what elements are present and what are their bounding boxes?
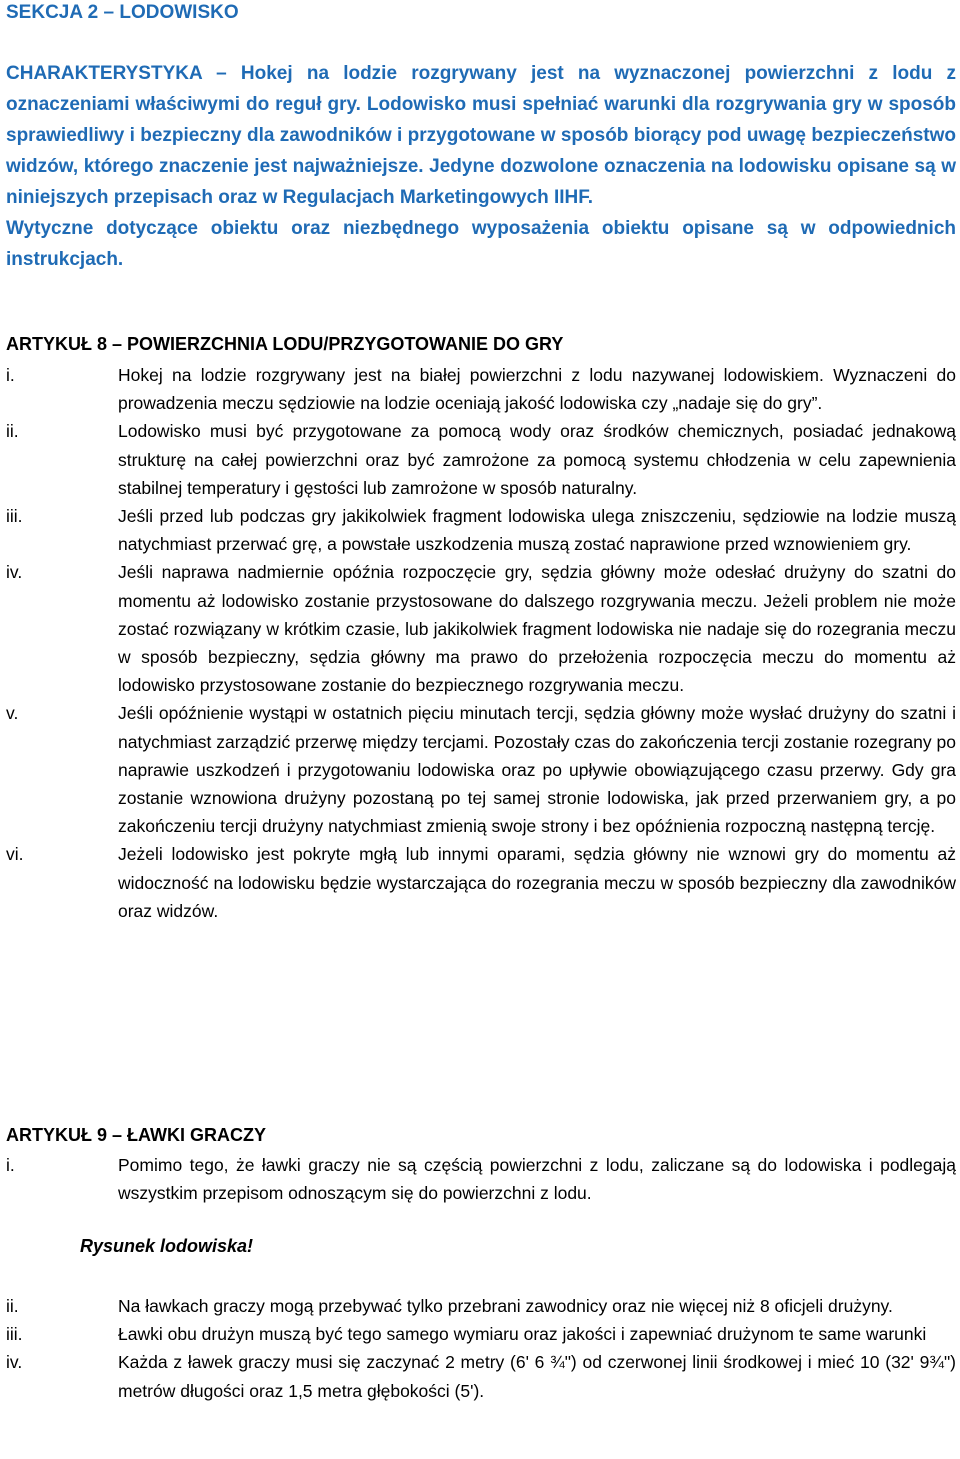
item-number: ii. [6,1296,19,1316]
intro-paragraph: Wytyczne dotyczące obiektu oraz niezbędnego wyposażenia obiektu opisane są w odpowiednich instrukcjach. [6,218,956,270]
list-item [6,1151,956,1207]
item-text: Jeżeli lodowisko jest pokryte mgłą lub innymi oparami, sędzia główny nie wznowi gry do momentu aż widoczność na lodowisku będzie wystarczająca do rozegrania meczu w sposób bezpieczny dla zawodników oraz widzów. [118,844,956,921]
item-number: i. [6,1155,15,1175]
item-number: vi. [6,844,24,865]
item-text: Hokej na lodzie rozgrywany jest na białej powierzchni z lodu nazywanej lodowiskiem. Wyznaczeni do prowadzenia meczu sędziowie na lodzie oceniają jakość lodowiska czy „nadaje się do gry”. [118,365,956,414]
item-text: Ławki obu drużyn muszą być tego samego wymiaru oraz jakości i zapewniać drużynom te same warunki [118,1324,927,1345]
list-item [6,840,956,925]
list-item [6,417,956,502]
item-text: Jeśli przed lub podczas gry jakikolwiek fragment lodowiska ulega zniszczeniu, sędziowie na lodzie muszą natychmiast przerwać grę, a powstałe uszkodzenia muszą zostać naprawione przed wznowieniem gry. [118,506,956,555]
figure-caption: Rysunek lodowiska! [80,1236,254,1256]
item-number: v. [6,703,19,724]
list-item [6,558,956,699]
item-text: Lodowisko musi być przygotowane za pomocą wody oraz środków chemicznych, posiadać jednakową strukturę na całej powierzchni oraz być zamrożone za pomocą systemu chłodzenia w celu zapewnienia stabilnej temperatury i gęstości lub zamrożone w sposób naturalny. [118,421,956,498]
list-item [6,361,956,417]
item-number: iii. [6,1324,23,1345]
item-text: Jeśli naprawa nadmiernie opóźnia rozpoczęcie gry, sędzia główny może odesłać drużyny do szatni do momentu aż lodowisko zostanie przystosowane do dalszego rozgrywania meczu. Jeżeli problem nie może zostać rozwiązany w krótkim czasie, lub jakikolwiek fragment lodowiska nie nadaje się do rozegrania meczu w sposób bezpieczny, sędzia główny ma prawo do przełożenia rozpoczęcia meczu do momentu aż lodowisko przystosowane zostanie do bezpiecznego rozgrywania meczu. [118,562,956,696]
item-number: iv. [6,562,23,583]
item-text: Pomimo tego, że ławki graczy nie są częścią powierzchni z lodu, zaliczane są do lodowiska i podlegają wszystkim przepisom odnoszącym się do powierzchni z lodu. [118,1155,956,1204]
item-number: ii. [6,421,19,442]
list-item [6,1292,956,1320]
list-item [6,1320,956,1348]
article-9-title: ARTYKUŁ 9 – ŁAWKI GRACZY [6,1125,267,1145]
item-text: Jeśli opóźnienie wystąpi w ostatnich pięciu minutach tercji, sędzia główny może wysłać drużyny do szatni i natychmiast zarządzić przerwę między tercjami. Pozostały czas do zakończenia tercji zostanie rozegrany po naprawie uszkodzeń i przygotowaniu lodowiska oraz po upływie obowiązującego czasu przerwy. Gdy gra zostanie wznowiona drużyny pozostaną po tej samej stronie lodowiska, jak przed przerwaniem gry, a po zakończeniu tercji drużyny natychmiast zmienią swoje strony i bez opóźnienia rozpoczną następną tercję. [118,703,956,837]
article-8-list [6,361,956,925]
item-text: Na ławkach graczy mogą przebywać tylko przebrani zawodnicy oraz nie więcej niż 8 oficjeli drużyny. [118,1296,893,1316]
item-text: Każda z ławek graczy musi się zaczynać 2 metry (6' 6 ¾") od czerwonej linii środkowej i mieć 10 (32' 9¾") metrów długości oraz 1,5 metra głębokości (5'). [118,1352,956,1401]
list-item [6,1348,956,1404]
section-title: SEKCJA 2 – LODOWISKO [6,2,239,23]
item-number: iii. [6,506,23,527]
item-number: i. [6,365,15,385]
article-8-title: ARTYKUŁ 8 – POWIERZCHNIA LODU/PRZYGOTOWANIE DO GRY [6,334,564,354]
intro-paragraph: CHARAKTERYSTYKA – Hokej na lodzie rozgrywany jest na wyznaczonej powierzchni z lodu z oznaczeniami właściwymi do reguł gry. Lodowisko musi spełniać warunki dla rozgrywania gry w sposób sprawiedliwy i bezpieczny dla zawodników i przygotowane w sposób biorący pod uwagę bezpieczeństwo widzów, którego znaczenie jest najważniejsze. Jedyne dozwolone oznaczenia na lodowisku opisane są w niniejszych przepisach oraz w Regulacjach Marketingowych IIHF. [6,63,956,208]
list-item [6,502,956,558]
section-intro [6,58,956,275]
list-item [6,699,956,840]
article-9-list-bottom [6,1292,956,1405]
item-number: iv. [6,1352,23,1373]
article-9-list-top [6,1151,956,1207]
